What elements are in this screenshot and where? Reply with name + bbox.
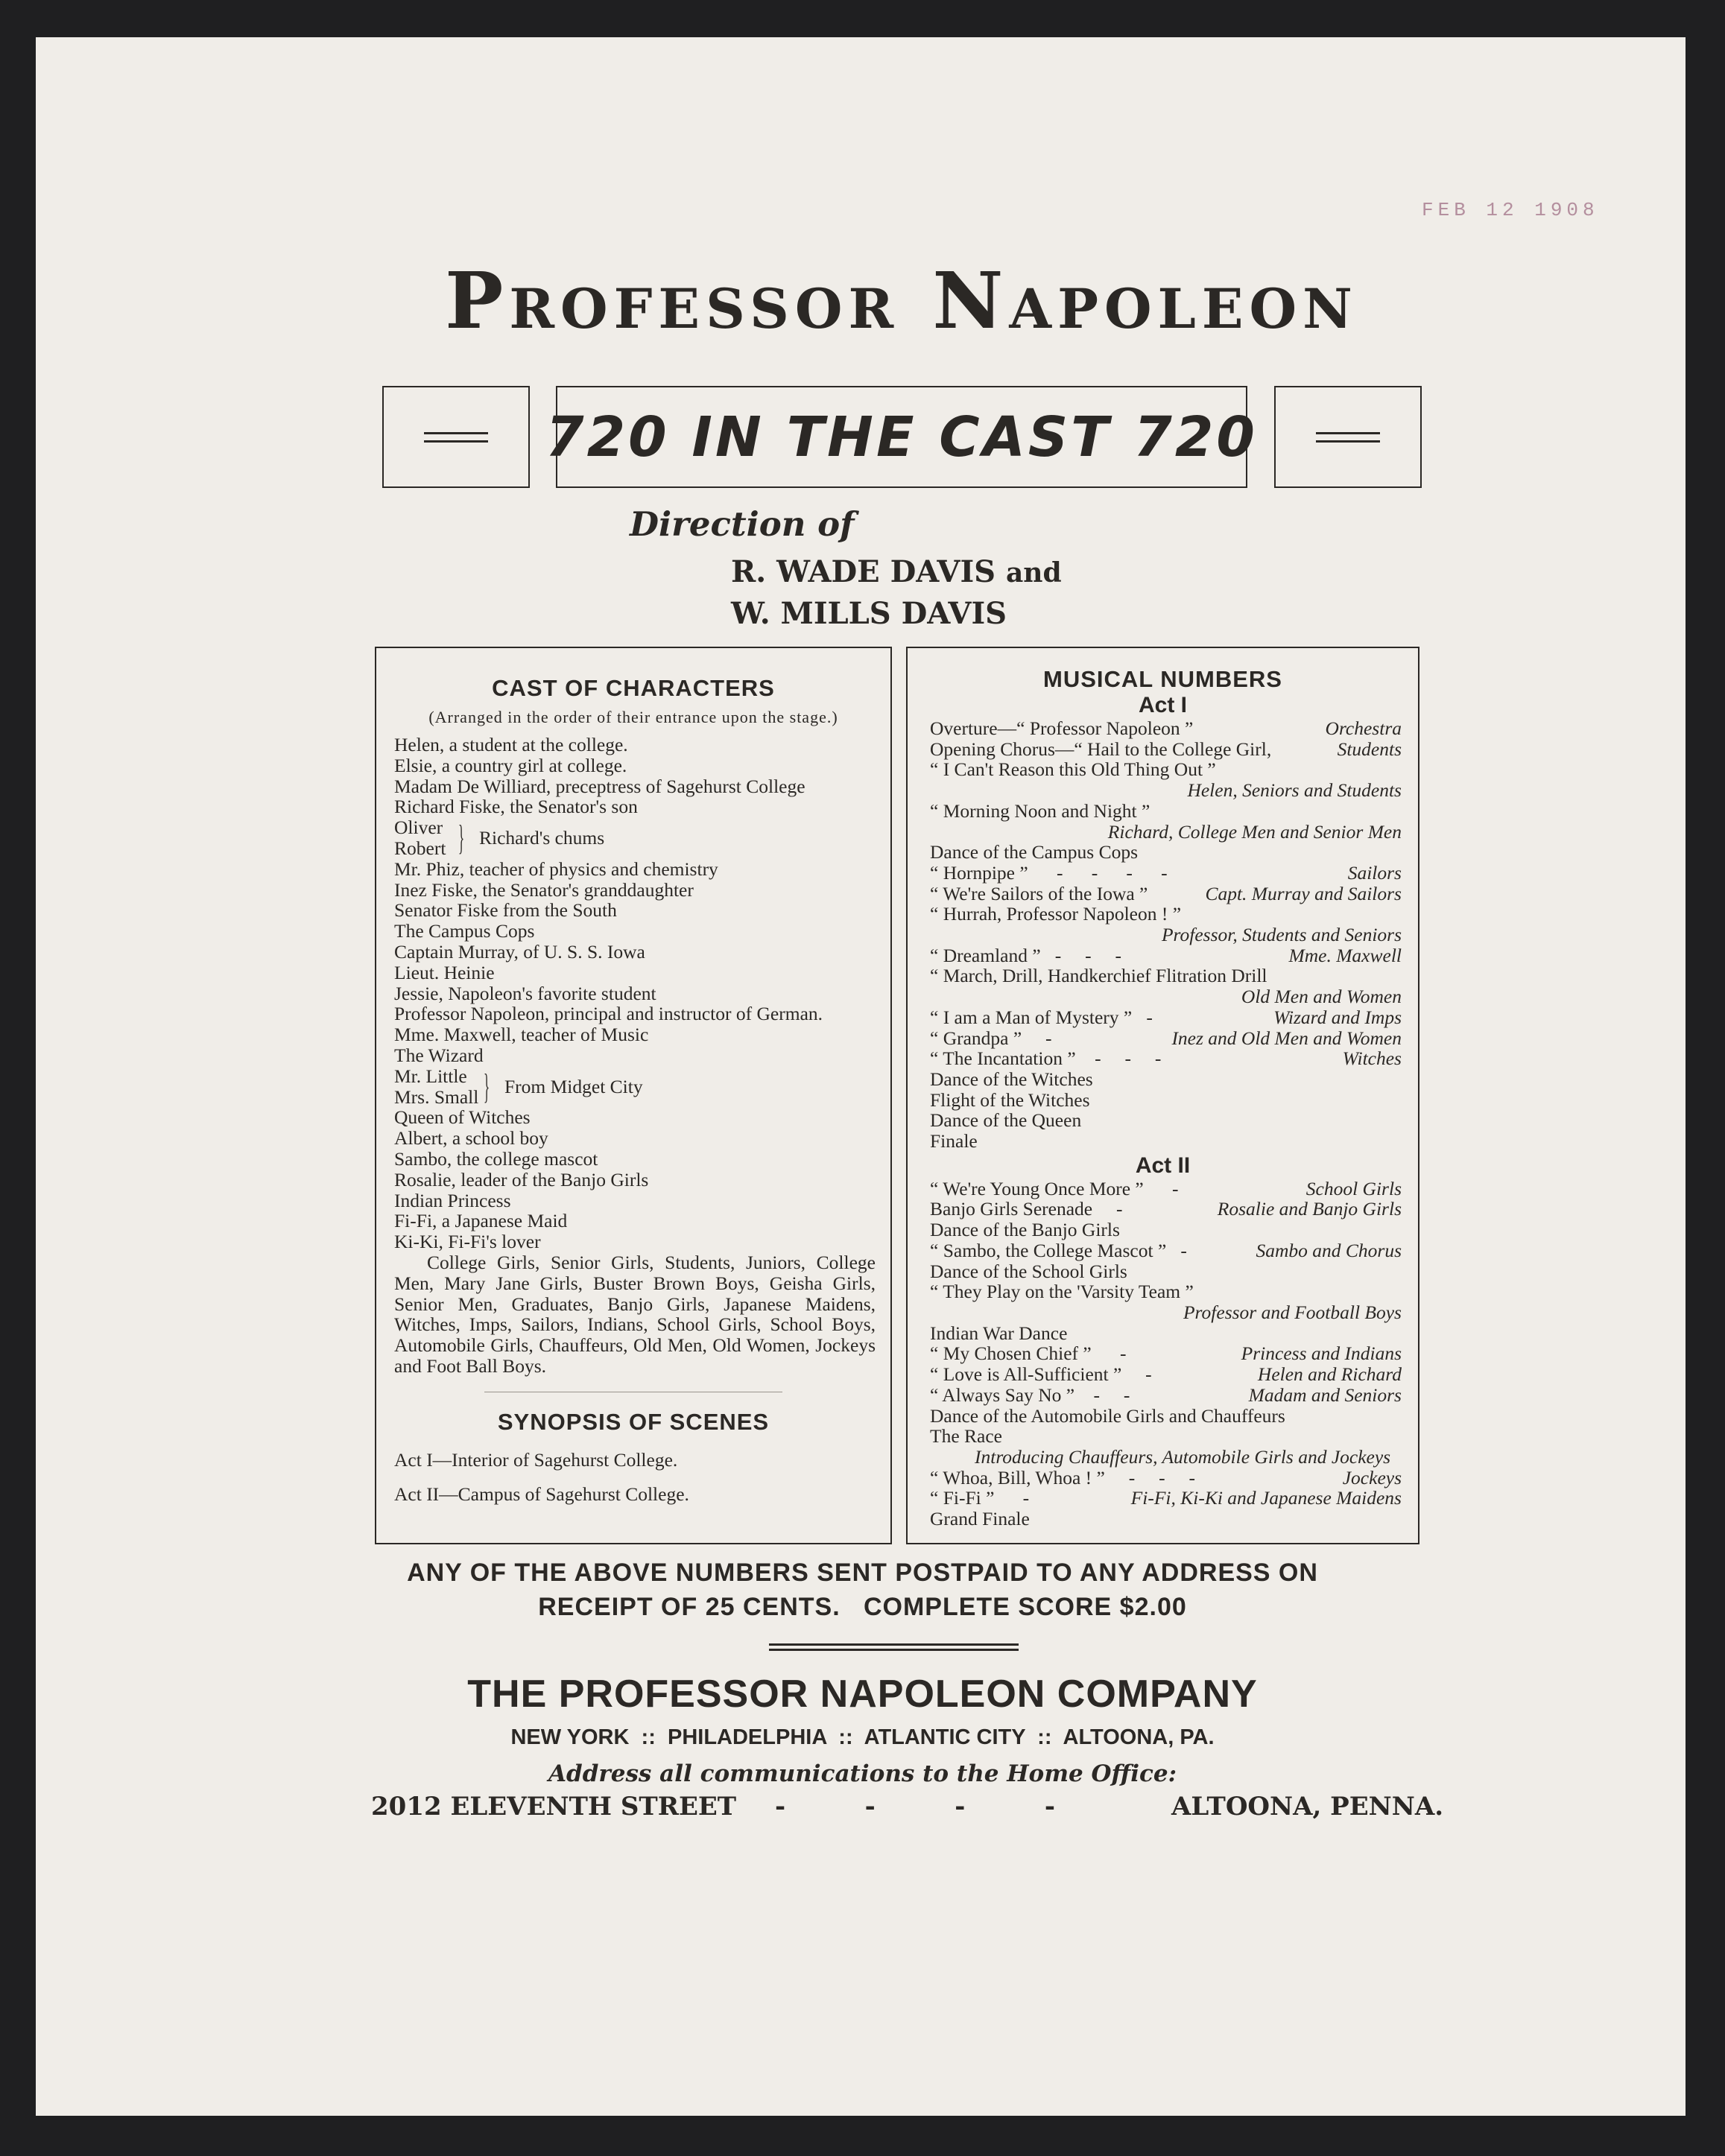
musical-number	[930, 1240, 1402, 1261]
offer-line-1: ANY OF THE ABOVE NUMBERS SENT POSTPAID TO ANY ADDRESS ON	[407, 1559, 1318, 1587]
number-performers: Princess and Indians	[1241, 1342, 1402, 1365]
number-title: Banjo Girls Serenade -	[930, 1198, 1123, 1220]
number-performers: Witches	[1342, 1047, 1402, 1070]
scene-act-1: Act I—Interior of Sagehurst College.	[394, 1448, 678, 1471]
musical-number	[930, 1179, 1402, 1199]
musical-number	[930, 1488, 1402, 1509]
cast-member: Elsie, a country girl at college.	[394, 754, 627, 776]
director-line-1	[731, 554, 1062, 589]
musical-number: Grand Finale	[930, 1508, 1030, 1530]
musical-number	[930, 718, 1402, 739]
number-performers: Richard, College Men and Senior Men	[1107, 820, 1402, 843]
cast-member: Rosalie, leader of the Banjo Girls	[394, 1168, 649, 1190]
musical-number	[930, 1468, 1402, 1488]
number-title: “ Hornpipe ” - - - -	[930, 861, 1168, 884]
cast-member: Sambo, the college mascot	[394, 1147, 598, 1170]
number-performers: Students	[1337, 738, 1402, 760]
musical-number	[930, 884, 1402, 904]
number-performers: School Girls	[1305, 1177, 1402, 1199]
number-performers: Helen and Richard	[1257, 1363, 1402, 1386]
musical-number	[930, 739, 1402, 760]
musical-number	[930, 1364, 1402, 1385]
musical-number: “ I Can't Reason this Old Thing Out ”	[930, 758, 1216, 781]
number-title: “ Grandpa ” -	[930, 1027, 1052, 1049]
direction-label: Direction of	[630, 504, 855, 544]
cast-member: Jessie, Napoleon's favorite student	[394, 982, 656, 1004]
cast-member: Indian Princess	[394, 1189, 511, 1211]
cast-member: Albert, a school boy	[394, 1127, 548, 1150]
number-performers: Sailors	[1347, 861, 1402, 884]
musical-heading: MUSICAL NUMBERS	[1043, 666, 1282, 692]
musical-number: Dance of the School Girls	[930, 1260, 1127, 1282]
number-title: “ I am a Man of Mystery ” -	[930, 1006, 1153, 1028]
cast-heading: CAST OF CHARACTERS	[492, 675, 775, 701]
cast-panel	[375, 647, 892, 1544]
musical-panel	[906, 647, 1419, 1544]
cast-member: Mme. Maxwell, teacher of Music	[394, 1024, 649, 1046]
musical-number: “ Morning Noon and Night ”	[930, 799, 1150, 822]
number-note: Introducing Chauffeurs, Automobile Girls and Jockeys	[975, 1445, 1391, 1468]
cast-member: The Campus Cops	[394, 920, 535, 942]
cast-note: (Arranged in the order of their entrance upon the stage.)	[428, 708, 838, 726]
cast-member: Lieut. Heinie	[394, 961, 495, 983]
double-dash-ornament	[1316, 432, 1380, 443]
act-2-numbers	[930, 1179, 1402, 1529]
number-performers: Jockeys	[1342, 1466, 1402, 1488]
cast-member: Senator Fiske from the South	[394, 899, 617, 922]
number-performers: Mme. Maxwell	[1288, 944, 1402, 966]
musical-number: Dance of the Witches	[930, 1068, 1093, 1090]
cast-ensemble: College Girls, Senior Girls, Students, Juniors, College Men, Mary Jane Girls, Buster Brown Boys, Geisha Girls, Senior Men, Graduates, Banjo Girls, Japanese Maidens, Witches, Imps, Sailors, Indians, School Girls, School Boys, Automobile Girls, Chauffeurs, Old Men, Old Women, Jockeys and Foot Ball Boys.	[394, 1251, 876, 1377]
musical-number	[930, 1048, 1402, 1069]
number-performers: Professor and Football Boys	[1183, 1301, 1402, 1323]
number-title: “ Dreamland ” - - -	[930, 944, 1122, 966]
musical-number: Flight of the Witches	[930, 1088, 1090, 1111]
cast-member: Robert	[394, 837, 446, 859]
offer-line-2: RECEIPT OF 25 CENTS. COMPLETE SCORE $2.00	[538, 1593, 1187, 1621]
number-title: “ Love is All-Sufficient ” -	[930, 1363, 1152, 1386]
number-performers: Wizard and Imps	[1273, 1006, 1402, 1028]
musical-number: Dance of the Campus Cops	[930, 841, 1139, 863]
musical-number	[930, 945, 1402, 966]
brace-glyph: }	[484, 1066, 490, 1106]
number-title: “ Whoa, Bill, Whoa ! ” - - -	[930, 1466, 1195, 1488]
director-name-1: R. WADE DAVIS	[731, 554, 996, 589]
cast-member: Ki-Ki, Fi-Fi's lover	[394, 1231, 541, 1253]
musical-number: “ Hurrah, Professor Napoleon ! ”	[930, 903, 1182, 925]
musical-number: Dance of the Banjo Girls	[930, 1219, 1120, 1241]
musical-number	[930, 1007, 1402, 1028]
number-performers: Capt. Murray and Sailors	[1205, 882, 1402, 904]
number-title: “ Fi-Fi ” -	[930, 1487, 1030, 1509]
cast-member: Professor Napoleon, principal and instructor of German.	[394, 1003, 823, 1025]
double-dash-ornament	[424, 432, 488, 443]
cast-list	[394, 735, 890, 1377]
number-performers: Rosalie and Banjo Girls	[1217, 1198, 1402, 1220]
number-title: “ My Chosen Chief ” -	[930, 1342, 1127, 1365]
scene-act-2: Act II—Campus of Sagehurst College.	[394, 1483, 689, 1505]
date-stamp: FEB 12 1908	[1422, 199, 1599, 221]
musical-number	[930, 1385, 1402, 1406]
musical-number: The Race	[930, 1425, 1002, 1448]
musical-number	[930, 1343, 1402, 1364]
number-performers: Inez and Old Men and Women	[1171, 1027, 1402, 1049]
cast-member: Oliver	[394, 817, 443, 839]
number-title: “ The Incantation ” - - -	[930, 1047, 1162, 1070]
number-performers: Professor, Students and Seniors	[1161, 924, 1402, 946]
synopsis-heading: SYNOPSIS OF SCENES	[497, 1408, 770, 1435]
cast-group-label: From Midget City	[504, 1075, 643, 1097]
cast-member: Inez Fiske, the Senator's granddaughter	[394, 878, 694, 901]
musical-number: Finale	[930, 1130, 978, 1152]
cast-member: Helen, a student at the college.	[394, 734, 628, 755]
left-dash-box	[382, 386, 530, 488]
cast-group-label: Richard's chums	[479, 827, 605, 849]
cast-member: Captain Murray, of U. S. S. Iowa	[394, 940, 645, 963]
cast-banner-box	[545, 386, 1258, 488]
musical-number	[930, 863, 1402, 884]
musical-number: Dance of the Automobile Girls and Chauffeurs	[930, 1404, 1285, 1427]
number-title: Overture—“ Professor Napoleon ”	[930, 717, 1194, 739]
number-performers: Helen, Seniors and Students	[1187, 779, 1402, 802]
company-name: THE PROFESSOR NAPOLEON COMPANY	[467, 1673, 1258, 1716]
cast-member: Madam De Williard, preceptress of Sagehurst College	[394, 775, 805, 797]
address-note: Address all communications to the Home Office:	[548, 1760, 1177, 1787]
cast-member: The Wizard	[394, 1044, 484, 1066]
act-1-numbers	[930, 718, 1402, 1152]
number-title: “ Always Say No ” - -	[930, 1383, 1130, 1406]
number-performers: Orchestra	[1325, 717, 1402, 739]
cast-member: Richard Fiske, the Senator's son	[394, 796, 638, 818]
number-performers: Old Men and Women	[1241, 986, 1402, 1008]
cast-member: Fi-Fi, a Japanese Maid	[394, 1210, 568, 1232]
musical-number: “ March, Drill, Handkerchief Flitration Drill	[930, 965, 1267, 987]
page-title: Professor Napoleon	[445, 255, 1358, 346]
number-performers: Madam and Seniors	[1248, 1383, 1402, 1406]
company-cities: NEW YORK :: PHILADELPHIA :: ATLANTIC CITY :: ALTOONA, PA.	[510, 1725, 1215, 1749]
city-address: ALTOONA, PENNA.	[1171, 1792, 1444, 1821]
address-dashes: - - - -	[775, 1792, 1056, 1821]
cast-member: Mr. Little	[394, 1065, 467, 1087]
number-title: “ Sambo, the College Mascot ” -	[930, 1239, 1187, 1261]
number-title: “ We're Sailors of the Iowa ”	[930, 882, 1148, 904]
musical-number	[930, 1028, 1402, 1049]
musical-number	[930, 1199, 1402, 1220]
double-rule	[769, 1643, 1019, 1651]
street-address: 2012 ELEVENTH STREET	[371, 1792, 737, 1821]
musical-number: Indian War Dance	[930, 1322, 1068, 1344]
right-dash-box	[1274, 386, 1422, 488]
cast-member: Queen of Witches	[394, 1106, 531, 1129]
director-and: and	[1005, 557, 1062, 589]
number-performers: Fi-Fi, Ki-Ki and Japanese Maidens	[1130, 1487, 1402, 1509]
cast-member: Mr. Phiz, teacher of physics and chemistry	[394, 857, 718, 880]
act-1-heading: Act I	[1138, 693, 1187, 717]
brace-glyph: }	[458, 818, 465, 858]
musical-number: “ They Play on the 'Varsity Team ”	[930, 1281, 1194, 1303]
director-name-2: W. MILLS DAVIS	[731, 596, 1007, 631]
number-title: Opening Chorus—“ Hail to the College Girl,	[930, 738, 1272, 760]
number-title: “ We're Young Once More ” -	[930, 1177, 1179, 1199]
cast-member: Mrs. Small	[394, 1085, 479, 1108]
musical-number: Dance of the Queen	[930, 1109, 1082, 1132]
number-performers: Sambo and Chorus	[1256, 1239, 1402, 1261]
cast-group-chums	[394, 817, 890, 859]
cast-group-midget	[394, 1066, 890, 1108]
cast-banner: 720 IN THE CAST 720	[545, 405, 1258, 469]
act-2-heading: Act II	[1135, 1152, 1191, 1178]
